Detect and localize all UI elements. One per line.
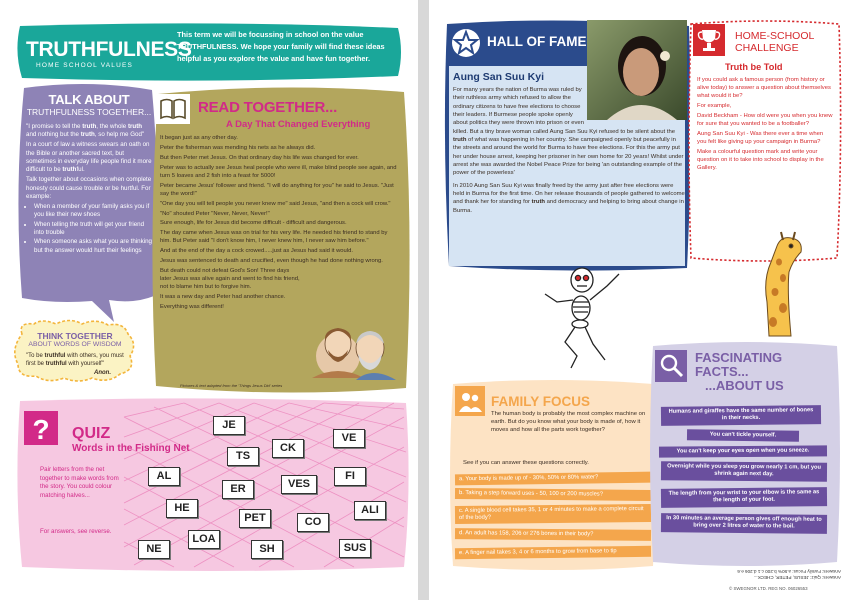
story-paragraph: "No" shouted Peter "Never, Never, Never!" [160, 210, 270, 217]
read-subtitle: A Day That Changed Everything [226, 119, 371, 130]
letter-tile[interactable]: SUS [339, 539, 371, 558]
talk-quote-f: truth [80, 131, 95, 139]
letter-tile[interactable]: VE [333, 429, 365, 448]
talk-text [26, 123, 154, 256]
family-title: FAMILY FOCUS [491, 394, 591, 409]
left-page [0, 0, 418, 600]
fact-strip: You can't keep your eyes open when you sneeze. [659, 445, 827, 458]
talk-p2: In a court of law a witness swears an oath on the Bible or another sacred text, but sometimes in everyday life people find it more difficult to [26, 141, 152, 174]
talk-quote-a: "I promise to tell the [26, 123, 83, 130]
think-quote-c: with others, you must first be [26, 353, 124, 367]
think-together-box [12, 320, 138, 384]
think-quote-b: truthful [44, 353, 66, 359]
talk-p2-end: be [52, 166, 63, 174]
family-question: d. An adult has 158, 206 or 276 bones in their body? [455, 528, 651, 541]
talk-title: TALK ABOUT [48, 92, 130, 107]
challenge-p1: If you could ask a famous person (from history or alive today) to answer a question about themselves what would it be? [697, 77, 831, 100]
hall-p1b: truth [453, 137, 467, 144]
story-paragraph: Sure enough, life for Jesus did become difficult - difficult and dangerous. [160, 220, 347, 227]
story-paragraph: It began just as any other day. [160, 135, 238, 141]
talk-about-box [14, 82, 164, 328]
skeleton-illustration [527, 264, 627, 372]
family-icon [455, 386, 485, 416]
think-quote-e: with yourself" [66, 360, 104, 367]
challenge-title-1: HOME-SCHOOL [735, 30, 815, 42]
read-together-box [150, 86, 412, 396]
challenge-text [697, 76, 833, 174]
challenge-p2: For example, [697, 103, 732, 110]
facts-title-3: ...ABOUT US [705, 378, 784, 393]
question-mark-icon [24, 411, 58, 445]
letter-tile[interactable]: ALI [354, 501, 386, 520]
quiz-title: QUIZ [72, 425, 111, 442]
talk-quote-c: , the whole [96, 123, 128, 130]
talk-bullets [26, 203, 154, 255]
letter-tile[interactable]: VES [281, 475, 317, 494]
story-paragraph: Peter became Jesus' follower and friend. "I will do anything for you" he said to Jesus. "Just say the word!" [160, 182, 394, 197]
challenge-title-2: CHALLENGE [735, 42, 799, 54]
photo-wrap-space [585, 86, 685, 124]
letter-tile[interactable]: JE [213, 416, 245, 435]
quiz-answers: For answers, see reverse. [40, 528, 112, 535]
challenge-p5: Make a colourful question mark and write your question on it to take into school to display in the Gallery. [697, 148, 824, 172]
challenge-p3: David Beckham - How old were you when you knew for sure that you wanted to be a footballer? [697, 112, 833, 128]
banner-title: TRUTHFULNESS [26, 38, 192, 61]
letter-tile[interactable]: AL [148, 467, 180, 486]
think-subtitle: ABOUT WORDS OF WISDOM [28, 341, 122, 348]
fact-strip: Humans and giraffes have the same number of bones in their necks. [661, 405, 821, 425]
think-quote-d: truthful [45, 360, 67, 367]
think-title: THINK TOGETHER [37, 331, 113, 341]
magnifier-icon [655, 350, 687, 382]
family-question: b. Taking a step forward uses - 50, 100 or 200 muscles? [455, 488, 651, 501]
talk-p3: Talk together about occasions when complete honesty could cause trouble or be hurtful. For example: [26, 176, 152, 200]
letter-tile[interactable]: SH [251, 540, 283, 559]
story-paragraph: Everything was different! [160, 304, 224, 311]
facts-box [647, 340, 843, 568]
svg-text:?: ? [32, 414, 50, 445]
facts-title-2: FACTS... [695, 364, 749, 379]
letter-tile[interactable]: LOA [188, 530, 220, 549]
challenge-p4: Aung San Suu Kyi - Was there ever a time when you felt like giving up your campaign in Burma? [697, 130, 824, 146]
challenge-box [685, 16, 845, 266]
family-focus-box [447, 378, 659, 572]
hall-p1c: of what was happening in her country. She campaigned openly but peacefully in the streets and around the world for Burma to have free elections. For this the army put her under house arrest, keeping her prisoner in her own home for 20 years! Whilst under arrest she was awarded the Nobel Peace Prize for being 'an outstanding example of the power of the powerless' [453, 137, 684, 177]
talk-quote-e: and nothing but the [26, 131, 81, 139]
banner [14, 22, 403, 82]
story-paragraph: And at the end of the day a cock crowed.....just as Jesus had said it would. [160, 248, 353, 255]
talk-bullet: • When a member of your family asks you if you like their new shoes [34, 203, 154, 220]
hall-p2a: In 2010 Aung San Suu Kyi was finally freed by the army just after free elections were held in Burma for the first time. On her release thousands of people gathered to welcome and thank her for standing for [453, 182, 685, 206]
hall-text [453, 86, 685, 217]
talk-quote-g: , so help me God" [94, 131, 145, 139]
family-prompt: See if you can answer these questions correctly. [463, 460, 589, 466]
challenge-subtitle: Truth be Told [725, 62, 783, 72]
read-credit: Pictures & text adapted from the 'Things Jesus Did' series [180, 383, 283, 388]
letter-tile[interactable]: CO [297, 513, 329, 532]
letter-tile[interactable]: HE [166, 499, 198, 518]
jesus-peter-illustration [308, 304, 400, 380]
trophy-icon [693, 24, 725, 56]
copyright: © SWEGNOR LTD. REG NO. 06026553 [729, 586, 808, 591]
talk-subtitle: TRUTHFULNESS TOGETHER... [26, 107, 152, 117]
fact-strip: The length from your wrist to your elbow is the same as the length of your foot. [661, 487, 827, 508]
letter-tile[interactable]: CK [272, 439, 304, 458]
family-question: e. A finger nail takes 3, 4 or 6 months to grow from base to tip [455, 546, 651, 559]
story-paragraph: Peter the fisherman was mending his nets as he always did. [160, 144, 316, 151]
family-question: a. Your body is made up of - 30%, 50% or 80% water? [455, 472, 651, 486]
letter-tile[interactable]: PET [239, 509, 271, 528]
read-story [160, 134, 400, 313]
quiz-box [14, 397, 412, 573]
quiz-subtitle: Words in the Fishing Net [72, 443, 190, 454]
family-question: c. A single blood cell takes 35, 1 or 4 minutes to make a complete circuit of the body? [455, 504, 651, 524]
upside-down-answers [661, 568, 841, 580]
banner-intro: This term we will be focussing in school on the value TRUTHFULNESS. We hope your family will find these ideas helpful as you explore the value and have fun together. [177, 30, 385, 63]
letter-tile[interactable]: TS [227, 447, 259, 466]
story-paragraph: "One day you will tell people you never knew me" said Jesus, "and then a cock will crow." [160, 200, 391, 207]
letter-tile[interactable]: FI [334, 467, 366, 486]
talk-bullet: • When telling the truth will get your friend into trouble [34, 221, 154, 238]
right-page [429, 0, 847, 600]
hall-of-fame-box [443, 18, 693, 273]
facts-title-1: FASCINATING [695, 350, 783, 365]
story-paragraph: Jesus was sentenced to death and crucified, even though he had done nothing wrong. [160, 258, 383, 265]
think-author: Anon. [94, 370, 111, 376]
talk-bullet: • When someone asks what you are thinking but the answer would hurt their feelings [34, 238, 154, 255]
hall-p2b: truth [531, 199, 546, 206]
talk-p2-last: ful. [76, 166, 85, 174]
fact-strip: You can't tickle yourself. [687, 429, 799, 442]
talk-quote-b: truth [82, 123, 97, 130]
fact-strip: In 30 minutes an average person gives off enough heat to bring over 2 litres of water to the boil. [661, 513, 827, 534]
think-cloud [12, 320, 138, 384]
letter-tile[interactable]: ER [222, 480, 254, 499]
answers-line-1: Answers: Quiz: JESUS, PETER, CHECK... [753, 575, 841, 580]
story-paragraph: But then Peter met Jesus. On that ordinary day his life was changed for ever. [160, 154, 359, 161]
giraffe-illustration [747, 232, 819, 344]
fact-strip: Overnight while you sleep you grow nearly 1 cm, but you shrink again next day. [661, 461, 827, 481]
hall-p2c: and democracy and helping to bring about change in Burma. [453, 199, 684, 214]
banner-subtitle: HOME SCHOOL VALUES [36, 62, 134, 69]
think-quote [26, 353, 126, 368]
read-title: READ TOGETHER... [198, 99, 338, 116]
story-paragraph: Peter was to actually see Jesus heal people who were ill, make blind people see again, and turn 5 loaves and 2 fish into a feast for 5000! [160, 164, 397, 179]
talk-quote-d: truth [127, 123, 143, 130]
talk-p2-bold: truth [62, 166, 77, 174]
hall-name: Aung San Suu Kyi [453, 71, 545, 83]
answers-line-2: Answers: Family Focus: a.50% b.200 c.1 d.206 e.6 [737, 569, 841, 574]
hall-p1a: For many years the nation of Burma was ruled by their ruthless army which refused to allow the ordinary citizens to have free elections to choose their leaders. If Burmese people spoke openly about politics they were thrown into prison or even killed. But a tiny brave woman called Aung San Suu Kyi refused to be silent about the [453, 87, 676, 135]
quiz-instructions: Pair letters from the net together to make words from the story. You could colour matching halves... [40, 466, 119, 499]
story-paragraph: But death could not defeat God's Son! Three days later Jesus was alive again and went to find his friend, not to blame him but to forgive him. [160, 268, 300, 291]
book-icon [156, 94, 190, 124]
story-paragraph: The day came when Jesus was on trial for his very life. He needed his friend to stand by him. But Peter said "I don't know him, I never knew him, I never saw him before." [160, 230, 388, 245]
story-paragraph: It was a new day and Peter had another chance. [160, 294, 286, 301]
family-intro: The human body is probably the most complex machine on earth. But do you know what your body is made of, how it moves and how all the parts work together? [491, 411, 646, 434]
letter-tile[interactable]: NE [138, 540, 170, 559]
think-quote-a: "To be [26, 353, 45, 359]
star-icon [451, 28, 481, 58]
hall-title: HALL OF FAME [487, 34, 587, 49]
